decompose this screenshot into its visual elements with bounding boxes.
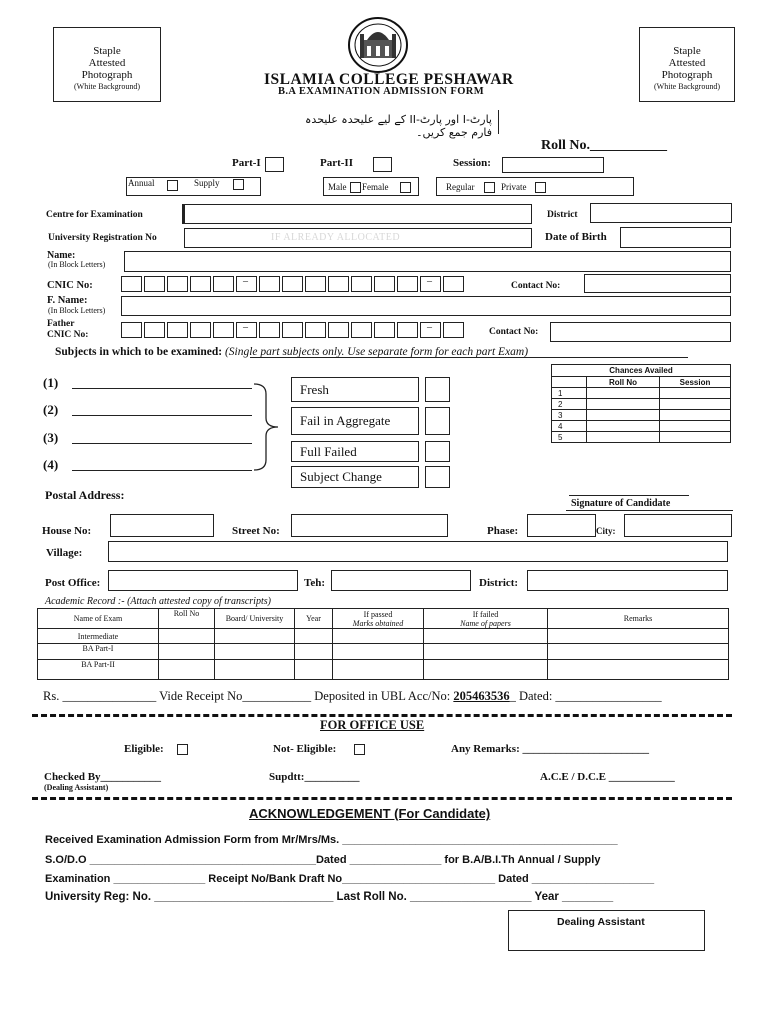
ace-dce-label: A.C.E / D.C.E ____________ bbox=[540, 771, 675, 783]
subject-2-line[interactable] bbox=[72, 403, 252, 416]
name-label: Name: bbox=[47, 250, 76, 261]
private-checkbox[interactable] bbox=[535, 182, 546, 193]
centre-label: Centre for Examination bbox=[46, 210, 143, 220]
chances-cell[interactable] bbox=[660, 399, 731, 410]
chances-cell[interactable] bbox=[587, 432, 660, 443]
annual-checkbox[interactable] bbox=[167, 180, 178, 191]
ar-cell[interactable] bbox=[424, 629, 548, 644]
contact-label: Contact No: bbox=[511, 281, 561, 291]
fee-line bbox=[43, 689, 662, 704]
female-label: Female bbox=[362, 182, 389, 192]
session-label: Session: bbox=[453, 157, 491, 169]
urdu-note: پارٹ-I اور پارٹ-II کے لیے علیحدہ علیحدہ فارم جمع کریں۔ bbox=[304, 113, 492, 139]
ar-head-failed-label: If failed bbox=[472, 609, 499, 619]
city-label: City: bbox=[596, 526, 616, 536]
dealing-assistant-note: (Dealing Assistant) bbox=[44, 783, 109, 792]
regular-label: Regular bbox=[446, 182, 475, 192]
option-fresh-label: Fresh bbox=[300, 381, 329, 397]
univ-reg-input[interactable] bbox=[184, 228, 532, 248]
photo-right-line3: Photograph bbox=[661, 69, 713, 81]
option-full-failed[interactable] bbox=[291, 441, 419, 462]
chances-title: Chances Availed bbox=[552, 365, 731, 377]
subject-4-label: (4) bbox=[43, 457, 59, 472]
part1-checkbox[interactable] bbox=[265, 157, 284, 172]
teh-input[interactable] bbox=[331, 570, 471, 591]
ar-cell[interactable] bbox=[548, 644, 729, 660]
male-checkbox[interactable] bbox=[350, 182, 361, 193]
photo-right-line1: Staple bbox=[673, 45, 701, 57]
ar-head-remarks: Remarks bbox=[548, 609, 729, 629]
chances-row-num: 4 bbox=[552, 421, 587, 432]
street-input[interactable] bbox=[291, 514, 448, 537]
subject-4-line[interactable] bbox=[72, 458, 252, 471]
part2-checkbox[interactable] bbox=[373, 157, 392, 172]
ar-head-board: Board/ University bbox=[215, 609, 295, 629]
option-fresh[interactable] bbox=[291, 377, 419, 402]
checked-by-label: Checked By___________ bbox=[44, 771, 162, 783]
name-block-letters: (In Block Letters) bbox=[48, 260, 106, 269]
academic-table bbox=[37, 608, 729, 680]
chances-cell[interactable] bbox=[660, 421, 731, 432]
chances-row-num: 3 bbox=[552, 410, 587, 421]
phase-input[interactable] bbox=[527, 514, 596, 537]
ar-cell[interactable] bbox=[295, 660, 333, 680]
annual-label: Annual bbox=[128, 178, 155, 188]
ar-cell[interactable] bbox=[548, 660, 729, 680]
post-office-input[interactable] bbox=[108, 570, 298, 591]
photo-left-line2: Attested bbox=[88, 57, 126, 69]
ar-cell[interactable] bbox=[548, 629, 729, 644]
option-full-failed-label: Full Failed bbox=[300, 443, 357, 459]
district-input[interactable] bbox=[590, 203, 732, 223]
option-fail-aggregate[interactable] bbox=[291, 407, 419, 435]
ack-line-2: S.O/D.O _____________________________________Dated _______________ for B.A/B.I.Th Annual / Supply bbox=[45, 854, 601, 866]
ar-cell[interactable] bbox=[215, 629, 295, 644]
photo-right-line2: Attested bbox=[668, 57, 706, 69]
signature-divider bbox=[566, 510, 733, 511]
father-label: Father bbox=[47, 319, 75, 329]
photo-box-right bbox=[639, 27, 735, 102]
not-eligible-label: Not- Eligible: bbox=[273, 743, 337, 755]
chances-row-num: 5 bbox=[552, 432, 587, 443]
photo-left-line4: (White Background) bbox=[74, 82, 140, 91]
office-use-title: FOR OFFICE USE bbox=[320, 718, 425, 732]
option-full-failed-box[interactable] bbox=[425, 441, 450, 462]
female-checkbox[interactable] bbox=[400, 182, 411, 193]
any-remarks-label: Any Remarks: _______________________ bbox=[451, 743, 649, 755]
teh-label: Teh: bbox=[304, 577, 325, 589]
part2-label: Part-II bbox=[320, 157, 353, 169]
subject-3-line[interactable] bbox=[72, 431, 252, 444]
cnic-sep-1: – bbox=[243, 276, 248, 287]
ar-cell[interactable] bbox=[333, 660, 424, 680]
ar-cell[interactable] bbox=[215, 644, 295, 660]
chances-col-session: Session bbox=[660, 377, 731, 388]
chances-cell[interactable] bbox=[587, 388, 660, 399]
college-emblem-icon bbox=[347, 16, 409, 74]
private-label: Private bbox=[501, 182, 527, 192]
subjects-underline bbox=[250, 357, 688, 358]
chances-col-roll: Roll No bbox=[587, 377, 660, 388]
option-fail-aggregate-label: Fail in Aggregate bbox=[300, 413, 391, 428]
chances-row-num: 1 bbox=[552, 388, 587, 399]
centre-input[interactable] bbox=[182, 204, 532, 224]
chances-cell[interactable] bbox=[587, 410, 660, 421]
address-district-label: District: bbox=[479, 577, 519, 589]
ar-cell[interactable] bbox=[333, 629, 424, 644]
name-input[interactable] bbox=[124, 251, 731, 272]
ar-head-failed-sub: Name of papers bbox=[460, 618, 511, 628]
father-cnic-boxes[interactable] bbox=[121, 322, 464, 338]
ar-head-passed bbox=[333, 609, 424, 629]
post-office-label: Post Office: bbox=[45, 577, 101, 589]
chances-table bbox=[551, 364, 731, 443]
ar-cell[interactable] bbox=[215, 660, 295, 680]
ar-cell[interactable] bbox=[424, 660, 548, 680]
ack-line-4: University Reg: No. ____________________________ Last Roll No. ___________________ Year ________ bbox=[45, 891, 614, 903]
chances-cell[interactable] bbox=[587, 399, 660, 410]
ar-cell[interactable] bbox=[424, 644, 548, 660]
cnic-boxes[interactable] bbox=[121, 276, 464, 292]
option-fresh-box[interactable] bbox=[425, 377, 450, 402]
city-input[interactable] bbox=[624, 514, 732, 537]
district-label: District bbox=[547, 210, 578, 220]
ack-line-3: Examination _______________ Receipt No/Bank Draft No_________________________ Dated ____________________ bbox=[45, 873, 655, 885]
fee-rs: Rs. _______________ bbox=[43, 689, 157, 703]
option-subject-change-box[interactable] bbox=[425, 466, 450, 488]
fee-deposited: Deposited in UBL Acc/No: bbox=[314, 689, 451, 703]
ar-cell[interactable] bbox=[159, 629, 215, 644]
subject-1-line[interactable] bbox=[72, 376, 252, 389]
option-subject-change-label: Subject Change bbox=[300, 469, 382, 484]
univ-reg-placeholder: IF ALREADY ALLOCATED bbox=[271, 232, 401, 243]
photo-right-line4: (White Background) bbox=[654, 82, 720, 91]
supply-label: Supply bbox=[194, 178, 220, 188]
fname-label: F. Name: bbox=[47, 295, 88, 306]
ar-row-label: BA Part-I bbox=[38, 644, 159, 660]
fee-account-number: 205463536 bbox=[453, 689, 510, 703]
cnic-label: CNIC No: bbox=[47, 280, 93, 291]
male-label: Male bbox=[328, 182, 347, 192]
chances-col-0 bbox=[552, 377, 587, 388]
ar-head-passed-sub: Marks obtained bbox=[352, 618, 404, 628]
postal-address-label: Postal Address: bbox=[45, 488, 125, 502]
curly-brace-icon bbox=[252, 382, 282, 472]
ar-cell[interactable] bbox=[295, 629, 333, 644]
cnic-sep-2: – bbox=[427, 276, 432, 287]
session-input[interactable] bbox=[502, 157, 604, 173]
fee-vide: Vide Receipt No___________ bbox=[159, 689, 312, 703]
contact-input[interactable] bbox=[584, 274, 731, 293]
photo-left-line3: Photograph bbox=[81, 69, 133, 81]
father-contact-label: Contact No: bbox=[489, 327, 539, 337]
father-cnic-label: CNIC No: bbox=[47, 330, 89, 340]
regular-checkbox[interactable] bbox=[484, 182, 495, 193]
supdtt-label: Supdtt:__________ bbox=[269, 771, 360, 783]
chances-cell[interactable] bbox=[587, 421, 660, 432]
ar-head-passed-label: If passed bbox=[363, 609, 393, 619]
phase-label: Phase: bbox=[487, 525, 519, 537]
chances-cell[interactable] bbox=[660, 388, 731, 399]
dob-label: Date of Birth bbox=[545, 231, 607, 243]
option-subject-change[interactable] bbox=[291, 466, 419, 488]
father-cnic-sep-1: – bbox=[243, 322, 248, 333]
eligible-checkbox[interactable] bbox=[177, 744, 188, 755]
fee-dated: _ Dated: _________________ bbox=[509, 689, 662, 703]
dealing-assistant-label: Dealing Assistant bbox=[557, 916, 645, 928]
ar-cell[interactable] bbox=[333, 644, 424, 660]
college-name: ISLAMIA COLLEGE PESHAWAR bbox=[264, 71, 514, 88]
option-fail-aggregate-box[interactable] bbox=[425, 407, 450, 435]
ar-row-label: Intermediate bbox=[38, 629, 159, 644]
street-label: Street No: bbox=[232, 525, 280, 537]
roll-no-label: Roll No.___________ bbox=[541, 138, 667, 153]
subjects-heading-label: Subjects in which to be examined: bbox=[55, 346, 223, 358]
signature-line bbox=[569, 495, 689, 496]
ack-line-1: Received Examination Admission Form from Mr/Mrs/Ms. _____________________________________________ bbox=[45, 834, 618, 846]
village-input[interactable] bbox=[108, 541, 728, 562]
ar-cell[interactable] bbox=[295, 644, 333, 660]
supply-checkbox[interactable] bbox=[233, 179, 244, 190]
dashed-separator-2 bbox=[32, 797, 732, 800]
ar-head-failed bbox=[424, 609, 548, 629]
chances-cell[interactable] bbox=[660, 410, 731, 421]
part1-label: Part-I bbox=[232, 157, 261, 169]
academic-caption: Academic Record :- (Attach attested copy of transcripts) bbox=[45, 596, 271, 607]
fname-block-letters: (In Block Letters) bbox=[48, 306, 106, 315]
subject-3-label: (3) bbox=[43, 430, 59, 445]
fname-input[interactable] bbox=[121, 296, 731, 316]
dealing-assistant-box bbox=[508, 910, 705, 951]
subject-2-label: (2) bbox=[43, 402, 59, 417]
subject-1-label: (1) bbox=[43, 375, 59, 390]
house-input[interactable] bbox=[110, 514, 214, 537]
dashed-separator-1 bbox=[32, 714, 732, 717]
father-cnic-sep-2: – bbox=[427, 322, 432, 333]
ar-head-year: Year bbox=[295, 609, 333, 629]
chances-row-num: 2 bbox=[552, 399, 587, 410]
signature-label: Signature of Candidate bbox=[571, 498, 671, 509]
ack-title: ACKNOWLEDGEMENT (For Candidate) bbox=[249, 806, 491, 821]
not-eligible-checkbox[interactable] bbox=[354, 744, 365, 755]
photo-box-left bbox=[53, 27, 161, 102]
eligible-label: Eligible: bbox=[124, 743, 164, 755]
dob-input[interactable] bbox=[620, 227, 731, 248]
ar-cell[interactable] bbox=[159, 644, 215, 660]
address-district-input[interactable] bbox=[527, 570, 728, 591]
house-label: House No: bbox=[42, 525, 92, 537]
form-title: B.A EXAMINATION ADMISSION FORM bbox=[278, 86, 485, 97]
urdu-divider bbox=[498, 110, 499, 134]
father-contact-input[interactable] bbox=[550, 322, 731, 342]
univ-reg-label: University Registration No bbox=[48, 233, 157, 243]
village-label: Village: bbox=[46, 547, 83, 559]
photo-left-line1: Staple bbox=[93, 45, 121, 57]
ar-head-roll: Roll No bbox=[159, 609, 215, 629]
subjects-heading-note: (Single part subjects only. Use separate form for each part Exam) bbox=[224, 346, 529, 358]
ar-row-label: BA Part-II bbox=[38, 660, 159, 680]
ar-head-exam: Name of Exam bbox=[38, 609, 159, 629]
ar-cell[interactable] bbox=[159, 660, 215, 680]
chances-cell[interactable] bbox=[660, 432, 731, 443]
